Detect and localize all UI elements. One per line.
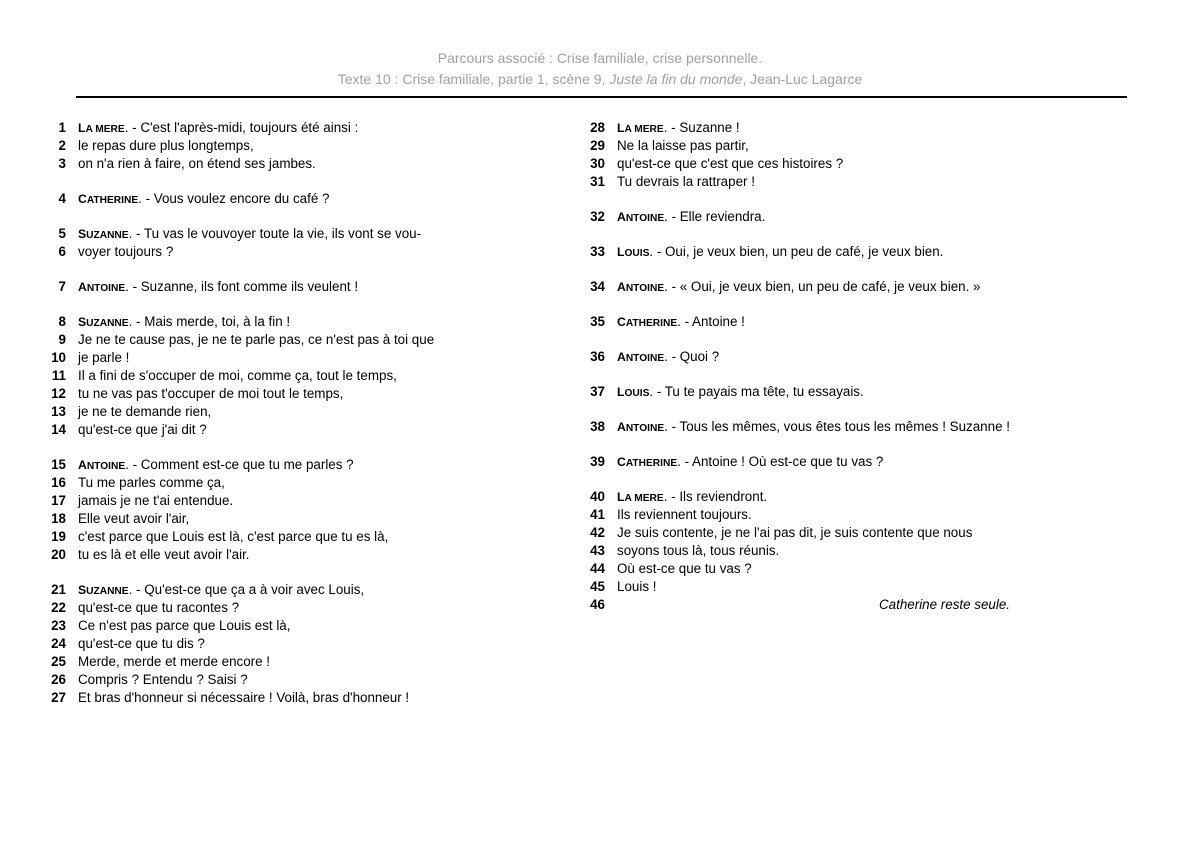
text-line bbox=[46, 653, 556, 671]
speaker-name bbox=[78, 192, 138, 206]
text-line bbox=[585, 488, 1145, 506]
text-line bbox=[46, 190, 556, 208]
speaker-initial: C bbox=[617, 455, 626, 469]
speaker-name bbox=[617, 121, 664, 135]
line-text bbox=[78, 456, 354, 474]
dialogue-text: voyer toujours ? bbox=[78, 244, 174, 259]
text-line bbox=[46, 421, 556, 439]
dialogue-text: . - « Oui, je veux bien, un peu de café, je veux bien. » bbox=[664, 279, 981, 294]
dialogue-text: Ce n'est pas parce que Louis est là, bbox=[78, 618, 291, 633]
speaker-name bbox=[78, 458, 125, 472]
line-number: 46 bbox=[590, 597, 605, 612]
dialogue-text: qu'est-ce que j'ai dit ? bbox=[78, 422, 207, 437]
dialogue-text: . - Oui, je veux bien, un peu de café, je veux bien. bbox=[649, 244, 944, 259]
speaker-name bbox=[617, 455, 677, 469]
line-number: 39 bbox=[590, 454, 605, 469]
dialogue-text: le repas dure plus longtemps, bbox=[78, 138, 254, 153]
text-line bbox=[585, 542, 1145, 560]
text-line bbox=[585, 383, 1145, 401]
line-number: 30 bbox=[590, 156, 605, 171]
text-line bbox=[585, 453, 1145, 471]
line-text bbox=[78, 119, 358, 137]
line-text bbox=[617, 119, 740, 137]
dialogue-text: je parle ! bbox=[78, 350, 130, 365]
header-line-2 bbox=[0, 68, 1200, 90]
speaker-rest: A MERE bbox=[624, 124, 664, 135]
speaker-rest: OUIS bbox=[624, 248, 650, 259]
text-line bbox=[46, 313, 556, 331]
speaker-initial: A bbox=[617, 210, 626, 224]
line-text bbox=[78, 367, 397, 385]
speaker-initial: A bbox=[78, 280, 87, 294]
dialogue-text: c'est parce que Louis est là, c'est parce que tu es là, bbox=[78, 529, 389, 544]
speaker-initial: S bbox=[78, 227, 87, 241]
text-line bbox=[585, 578, 1145, 596]
dialogue-text: Tu me parles comme ça, bbox=[78, 475, 225, 490]
speaker-rest: ATHERINE bbox=[625, 318, 678, 329]
left-column bbox=[46, 119, 556, 707]
line-number: 10 bbox=[51, 350, 66, 365]
speaker-rest: NTOINE bbox=[625, 213, 665, 224]
speaker-name bbox=[78, 583, 129, 597]
speaker-initial: L bbox=[78, 121, 86, 135]
text-line bbox=[46, 581, 556, 599]
dialogue-text: Ils reviennent toujours. bbox=[617, 507, 752, 522]
dialogue-text: Merde, merde et merde encore ! bbox=[78, 654, 271, 669]
work-title: Juste la fin du monde bbox=[609, 71, 743, 87]
line-text bbox=[617, 453, 883, 471]
line-number: 19 bbox=[51, 529, 66, 544]
text-line bbox=[585, 506, 1145, 524]
line-text bbox=[78, 190, 329, 208]
line-number: 21 bbox=[51, 582, 66, 597]
line-text bbox=[78, 492, 233, 510]
line-text bbox=[78, 599, 239, 617]
text-line bbox=[46, 510, 556, 528]
text-line bbox=[46, 349, 556, 367]
header-line-2-suffix: , Jean-Luc Lagarce bbox=[742, 71, 863, 87]
line-number: 5 bbox=[58, 226, 66, 241]
dialogue-text: qu'est-ce que c'est que ces histoires ? bbox=[617, 156, 844, 171]
speaker-initial: L bbox=[617, 490, 625, 504]
speaker-initial: A bbox=[78, 458, 87, 472]
line-text bbox=[617, 488, 767, 506]
text-line bbox=[585, 596, 1145, 614]
speaker-initial: A bbox=[617, 280, 626, 294]
line-text bbox=[78, 635, 205, 653]
line-text bbox=[617, 578, 656, 596]
text-line bbox=[46, 119, 556, 137]
text-line bbox=[585, 208, 1145, 226]
speaker-initial: L bbox=[617, 385, 625, 399]
header-line-2-prefix: Texte 10 : Crise familiale, partie 1, scène 9, bbox=[337, 71, 610, 87]
line-text bbox=[617, 348, 719, 366]
text-line bbox=[46, 155, 556, 173]
text-line bbox=[585, 524, 1145, 542]
line-text bbox=[78, 137, 254, 155]
text-line bbox=[46, 492, 556, 510]
speaker-name bbox=[78, 280, 125, 294]
dialogue-text: Je suis contente, je ne l'ai pas dit, je suis contente que nous bbox=[617, 525, 973, 540]
text-line bbox=[585, 243, 1145, 261]
line-text bbox=[78, 528, 388, 546]
line-text bbox=[78, 385, 343, 403]
line-number: 17 bbox=[51, 493, 66, 508]
dialogue-text: jamais je ne t'ai entendue. bbox=[78, 493, 234, 508]
dialogue-text: . - Tu vas le vouvoyer toute la vie, ils vont se vou- bbox=[128, 226, 422, 241]
line-text bbox=[78, 313, 290, 331]
speaker-name bbox=[78, 227, 129, 241]
text-line bbox=[46, 278, 556, 296]
dialogue-text: . - Comment est-ce que tu me parles ? bbox=[125, 457, 354, 472]
speaker-name bbox=[617, 280, 664, 294]
dialogue-text: . - Qu'est-ce que ça a à voir avec Louis, bbox=[128, 582, 365, 597]
line-text bbox=[78, 689, 409, 707]
header-divider bbox=[76, 96, 1127, 98]
line-number: 40 bbox=[590, 489, 605, 504]
dialogue-text: . - C'est l'après-midi, toujours été ainsi : bbox=[124, 120, 359, 135]
text-line bbox=[46, 385, 556, 403]
line-text bbox=[617, 560, 752, 578]
line-number: 24 bbox=[51, 636, 66, 651]
line-number: 18 bbox=[51, 511, 66, 526]
line-text bbox=[617, 542, 779, 560]
dialogue-text: Elle veut avoir l'air, bbox=[78, 511, 190, 526]
text-line bbox=[585, 119, 1145, 137]
text-line bbox=[46, 456, 556, 474]
text-line bbox=[46, 331, 556, 349]
text-line bbox=[46, 528, 556, 546]
dialogue-text: on n'a rien à faire, on étend ses jambes. bbox=[78, 156, 316, 171]
line-number: 1 bbox=[58, 120, 66, 135]
text-line bbox=[46, 546, 556, 564]
dialogue-text: . - Antoine ! bbox=[677, 314, 745, 329]
speaker-name bbox=[78, 315, 129, 329]
line-number: 45 bbox=[590, 579, 605, 594]
speaker-initial: L bbox=[617, 245, 625, 259]
dialogue-text: . - Elle reviendra. bbox=[664, 209, 766, 224]
line-number: 7 bbox=[58, 279, 66, 294]
line-text bbox=[617, 418, 1010, 436]
line-number: 2 bbox=[58, 138, 66, 153]
line-number: 29 bbox=[590, 138, 605, 153]
text-line bbox=[46, 243, 556, 261]
speaker-name bbox=[617, 245, 649, 259]
line-number: 28 bbox=[590, 120, 605, 135]
speaker-rest: UZANNE bbox=[86, 318, 129, 329]
dialogue-text: Compris ? Entendu ? Saisi ? bbox=[78, 672, 248, 687]
line-text bbox=[78, 671, 248, 689]
right-column bbox=[585, 119, 1145, 614]
stage-direction: Catherine reste seule. bbox=[879, 597, 1011, 612]
dialogue-text: . - Tous les mêmes, vous êtes tous les mêmes ! Suzanne ! bbox=[664, 419, 1010, 434]
text-line bbox=[585, 560, 1145, 578]
line-number: 4 bbox=[58, 191, 66, 206]
dialogue-text: Il a fini de s'occuper de moi, comme ça, tout le temps, bbox=[78, 368, 397, 383]
dialogue-text: . - Ils reviendront. bbox=[663, 489, 768, 504]
line-text bbox=[78, 546, 250, 564]
dialogue-text: qu'est-ce que tu racontes ? bbox=[78, 600, 240, 615]
line-text bbox=[617, 596, 1010, 614]
text-line bbox=[46, 225, 556, 243]
line-text bbox=[617, 506, 752, 524]
speaker-rest: NTOINE bbox=[625, 353, 665, 364]
text-line bbox=[46, 474, 556, 492]
line-text bbox=[617, 383, 864, 401]
line-text bbox=[617, 173, 755, 191]
line-number: 43 bbox=[590, 543, 605, 558]
line-text bbox=[78, 617, 290, 635]
text-line bbox=[585, 348, 1145, 366]
text-line bbox=[585, 173, 1145, 191]
dialogue-text: tu es là et elle veut avoir l'air. bbox=[78, 547, 250, 562]
line-text bbox=[617, 243, 943, 261]
text-line bbox=[46, 599, 556, 617]
line-text bbox=[617, 524, 972, 542]
text-line bbox=[585, 278, 1145, 296]
dialogue-text: qu'est-ce que tu dis ? bbox=[78, 636, 205, 651]
line-text bbox=[78, 155, 316, 173]
speaker-rest: NTOINE bbox=[625, 423, 665, 434]
dialogue-text: Je ne te cause pas, je ne te parle pas, ce n'est pas à toi que bbox=[78, 332, 435, 347]
speaker-initial: A bbox=[617, 350, 626, 364]
text-line bbox=[585, 155, 1145, 173]
line-text bbox=[617, 137, 749, 155]
line-number: 41 bbox=[590, 507, 605, 522]
speaker-initial: A bbox=[617, 420, 626, 434]
text-line bbox=[46, 137, 556, 155]
line-number: 20 bbox=[51, 547, 66, 562]
speaker-name bbox=[617, 350, 664, 364]
document-header bbox=[0, 47, 1200, 90]
dialogue-text: Et bras d'honneur si nécessaire ! Voilà, bras d'honneur ! bbox=[78, 690, 410, 705]
line-number: 38 bbox=[590, 419, 605, 434]
dialogue-text: . - Vous voulez encore du café ? bbox=[138, 191, 330, 206]
speaker-rest: NTOINE bbox=[625, 283, 665, 294]
dialogue-text: Tu devrais la rattraper ! bbox=[617, 174, 755, 189]
line-number: 34 bbox=[590, 279, 605, 294]
text-line bbox=[585, 313, 1145, 331]
speaker-rest: A MERE bbox=[85, 124, 125, 135]
line-number: 27 bbox=[51, 690, 66, 705]
dialogue-text: . - Suzanne, ils font comme ils veulent ! bbox=[125, 279, 359, 294]
speaker-rest: ATHERINE bbox=[86, 195, 139, 206]
line-number: 35 bbox=[590, 314, 605, 329]
speaker-initial: C bbox=[78, 192, 87, 206]
line-text bbox=[78, 243, 173, 261]
line-text bbox=[78, 510, 189, 528]
speaker-initial: S bbox=[78, 583, 87, 597]
line-number: 9 bbox=[58, 332, 66, 347]
text-line bbox=[46, 403, 556, 421]
speaker-name bbox=[617, 210, 664, 224]
line-number: 15 bbox=[51, 457, 66, 472]
line-number: 31 bbox=[590, 174, 605, 189]
speaker-rest: OUIS bbox=[624, 388, 650, 399]
line-number: 25 bbox=[51, 654, 66, 669]
line-text bbox=[78, 331, 434, 349]
line-text bbox=[78, 421, 207, 439]
dialogue-text: . - Suzanne ! bbox=[663, 120, 740, 135]
speaker-rest: NTOINE bbox=[86, 461, 126, 472]
line-text bbox=[78, 653, 270, 671]
line-text bbox=[78, 403, 211, 421]
line-number: 12 bbox=[51, 386, 66, 401]
speaker-name bbox=[617, 420, 664, 434]
line-number: 8 bbox=[58, 314, 66, 329]
header-line-1: Parcours associé : Crise familiale, crise personnelle. bbox=[437, 50, 763, 66]
speaker-rest: A MERE bbox=[624, 493, 664, 504]
line-number: 44 bbox=[590, 561, 605, 576]
text-line bbox=[46, 689, 556, 707]
speaker-initial: C bbox=[617, 315, 626, 329]
line-text bbox=[617, 208, 765, 226]
line-number: 22 bbox=[51, 600, 66, 615]
speaker-name bbox=[617, 385, 649, 399]
dialogue-text: . - Quoi ? bbox=[664, 349, 720, 364]
line-number: 37 bbox=[590, 384, 605, 399]
text-line bbox=[46, 617, 556, 635]
dialogue-text: je ne te demande rien, bbox=[78, 404, 212, 419]
line-number: 6 bbox=[58, 244, 66, 259]
text-line bbox=[46, 367, 556, 385]
line-number: 42 bbox=[590, 525, 605, 540]
line-number: 16 bbox=[51, 475, 66, 490]
line-number: 11 bbox=[51, 368, 66, 383]
dialogue-text: Louis ! bbox=[617, 579, 657, 594]
line-text bbox=[78, 225, 421, 243]
line-text bbox=[617, 278, 981, 296]
dialogue-text: . - Tu te payais ma tête, tu essayais. bbox=[649, 384, 864, 399]
line-number: 3 bbox=[58, 156, 66, 171]
line-text bbox=[78, 474, 225, 492]
speaker-name bbox=[617, 490, 664, 504]
dialogue-text: Où est-ce que tu vas ? bbox=[617, 561, 752, 576]
line-text bbox=[78, 349, 129, 367]
line-number: 23 bbox=[51, 618, 66, 633]
speaker-rest: NTOINE bbox=[86, 283, 126, 294]
dialogue-text: tu ne vas pas t'occuper de moi tout le temps, bbox=[78, 386, 344, 401]
speaker-name bbox=[617, 315, 677, 329]
speaker-initial: L bbox=[617, 121, 625, 135]
dialogue-text: . - Antoine ! Où est-ce que tu vas ? bbox=[677, 454, 884, 469]
dialogue-text: soyons tous là, tous réunis. bbox=[617, 543, 780, 558]
line-text bbox=[78, 581, 364, 599]
line-number: 14 bbox=[51, 422, 66, 437]
speaker-rest: UZANNE bbox=[86, 586, 129, 597]
speaker-name bbox=[78, 121, 125, 135]
line-text bbox=[617, 155, 843, 173]
text-line bbox=[46, 635, 556, 653]
dialogue-text: . - Mais merde, toi, à la fin ! bbox=[128, 314, 291, 329]
text-line bbox=[585, 137, 1145, 155]
line-number: 32 bbox=[590, 209, 605, 224]
line-number: 36 bbox=[590, 349, 605, 364]
line-text bbox=[78, 278, 358, 296]
text-line bbox=[46, 671, 556, 689]
line-number: 13 bbox=[51, 404, 66, 419]
speaker-rest: UZANNE bbox=[86, 230, 129, 241]
speaker-initial: S bbox=[78, 315, 87, 329]
dialogue-text: Ne la laisse pas partir, bbox=[617, 138, 749, 153]
speaker-rest: ATHERINE bbox=[625, 458, 678, 469]
line-number: 33 bbox=[590, 244, 605, 259]
text-line bbox=[585, 418, 1145, 436]
line-number: 26 bbox=[51, 672, 66, 687]
line-text bbox=[617, 313, 745, 331]
